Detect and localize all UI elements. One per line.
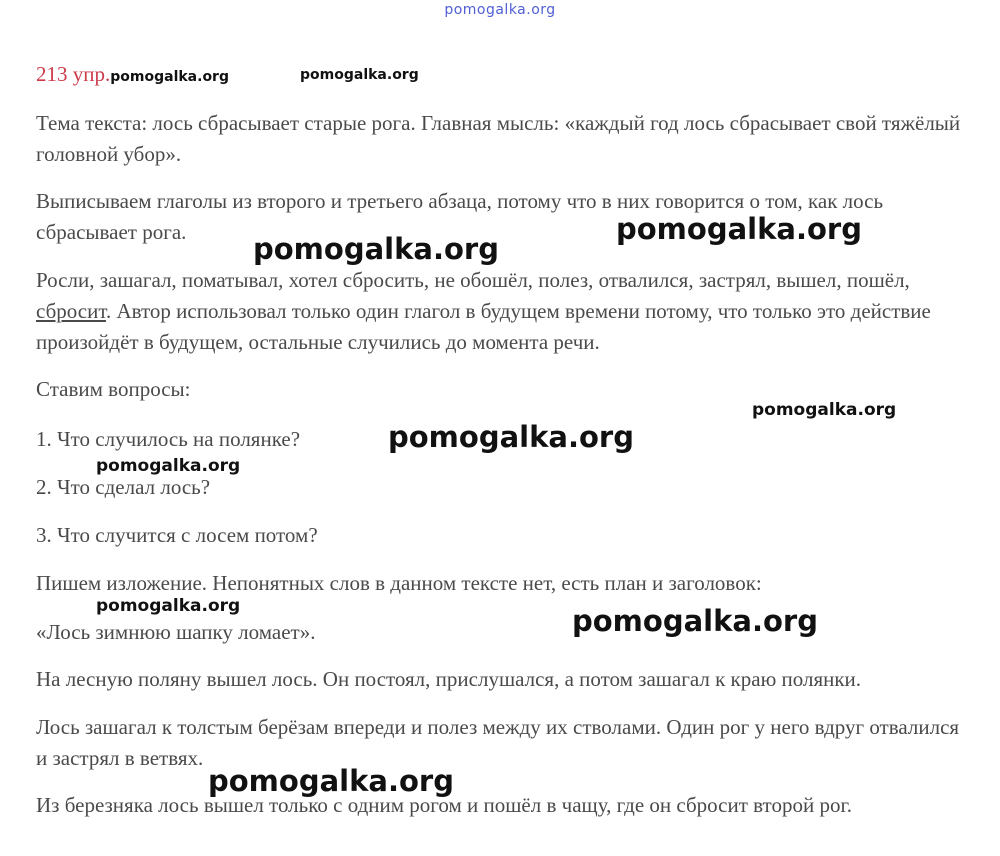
top-site-link[interactable]: pomogalka.org bbox=[444, 2, 556, 18]
underlined-verb: сбросит bbox=[36, 299, 106, 323]
watermark: pomogalka.org bbox=[96, 456, 241, 476]
paragraph-retelling-3: Из березняка лось вышел только с одним рогом и пошёл в чащу, где он сбросит второй рог. bbox=[36, 793, 852, 817]
inline-site-label-2: pomogalka.org bbox=[300, 67, 419, 83]
watermark: pomogalka.org bbox=[388, 420, 634, 454]
watermark: pomogalka.org bbox=[208, 764, 454, 798]
exercise-number: 213 упр. bbox=[36, 62, 111, 86]
watermark: pomogalka.org bbox=[572, 604, 818, 638]
exercise-heading bbox=[36, 62, 229, 87]
question-2: 2. Что сделал лось? bbox=[36, 475, 211, 499]
paragraph-theme: Тема текста: лось сбрасывает старые рога. Главная мысль: «каждый год лось сбрасывает свой тяжёлый головной убор». bbox=[36, 111, 961, 166]
question-1: 1. Что случилось на полянке? bbox=[36, 427, 301, 451]
question-3: 3. Что случится с лосем потом? bbox=[36, 523, 318, 547]
paragraph-retelling-intro: Пишем изложение. Непонятных слов в данном тексте нет, есть план и заголовок: bbox=[36, 571, 762, 595]
verbs-text: Росли, зашагал, поматывал, хотел сбросить, не обошёл, полез, отвалился, застрял, вышел, пошёл, bbox=[36, 268, 910, 292]
watermark: pomogalka.org bbox=[253, 232, 499, 266]
watermark: pomogalka.org bbox=[96, 596, 241, 616]
inline-site-label: pomogalka.org bbox=[110, 69, 229, 85]
verbs-explanation: . Автор использовал только один глагол в будущем времени потому, что только это действие произойдёт в будущем, остальные случились до момента речи. bbox=[36, 299, 931, 354]
paragraph-questions-intro: Ставим вопросы: bbox=[36, 377, 191, 401]
paragraph-title-quote: «Лось зимнюю шапку ломает». bbox=[36, 620, 316, 644]
paragraph-verbs-list bbox=[36, 265, 971, 358]
paragraph-retelling-1: На лесную поляну вышел лось. Он постоял, прислушался, а потом зашагал к краю полянки. bbox=[36, 667, 862, 691]
watermark: pomogalka.org bbox=[752, 400, 897, 420]
paragraph-verbs-intro: Выписываем глаголы из второго и третьего абзаца, потому что в них говорится о том, как лось сбрасывает рога. bbox=[36, 189, 884, 244]
paragraph-retelling-2: Лось зашагал к толстым берёзам впереди и полез между их стволами. Один рог у него вдруг отвалился и застрял в ветвях. bbox=[36, 715, 960, 770]
watermark: pomogalka.org bbox=[616, 212, 862, 246]
